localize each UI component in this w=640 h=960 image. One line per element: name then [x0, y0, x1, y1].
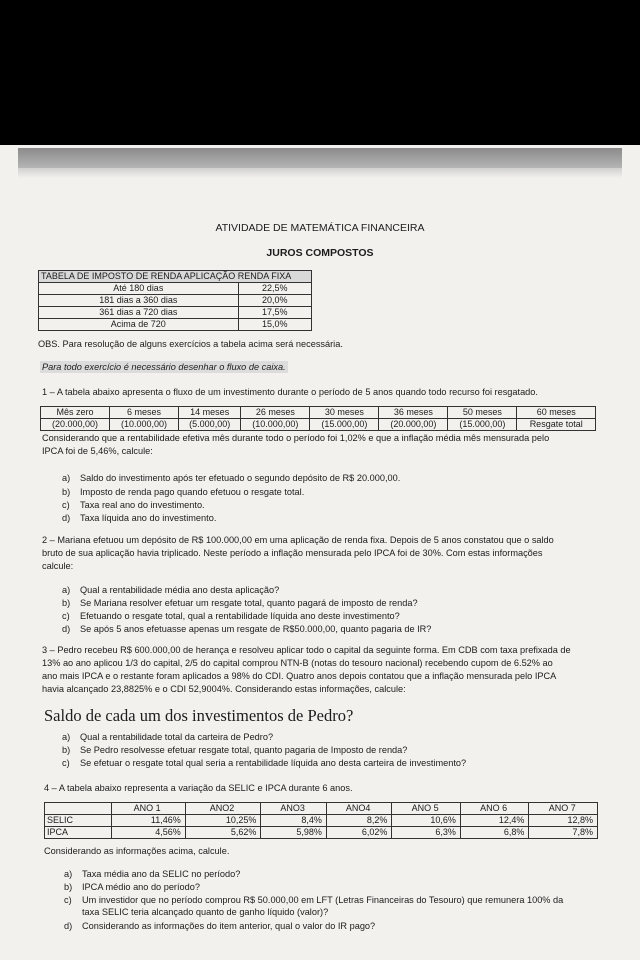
list-item: [64, 868, 240, 880]
list-item: [62, 610, 400, 622]
q1-intro: 1 – A tabela abaixo apresenta o fluxo de um investimento durante o período de 5 anos quando todo recurso foi resgatado.: [42, 387, 538, 397]
cash-flow-table: [40, 406, 596, 431]
selic-ipca-table: [44, 802, 598, 839]
list-item: [62, 584, 279, 596]
table-row: [39, 283, 312, 295]
table-header-cell: 30 meses: [310, 407, 379, 419]
item-text: Imposto de renda pago quando efetuou o resgate total.: [80, 487, 305, 497]
table-cell: 6,3%: [392, 827, 461, 839]
table-cell: SELIC: [45, 815, 112, 827]
table-cell: (10.000,00): [110, 419, 179, 431]
table-cell: (5.000,00): [179, 419, 241, 431]
q3-text-line: havia alcançado 23,8825% e o CDI 52,9004%. Considerando estas informações, calcule:: [42, 684, 406, 694]
table-cell: (15.000,00): [448, 419, 517, 431]
table-cell: 8,2%: [326, 815, 392, 827]
ir-period: Até 180 dias: [39, 283, 239, 295]
item-letter: c): [64, 895, 72, 905]
item-text: Se Pedro resolvesse efetuar resgate total, quanto pagaria de Imposto de renda?: [80, 745, 408, 755]
item-text: Taxa líquida ano do investimento.: [80, 513, 217, 523]
q3-text-line: 3 – Pedro recebeu R$ 600.000,00 de herança e resolveu aplicar todo o capital da seguinte forma. Em CDB com taxa prefixada de: [42, 645, 571, 655]
q2-text-line: 2 – Mariana efetuou um depósito de R$ 100.000,00 em uma aplicação de renda fixa. Depois de 5 anos constatou que o saldo: [42, 535, 554, 545]
item-letter: a): [64, 869, 73, 879]
ir-period: Acima de 720: [39, 319, 239, 331]
ir-rate: 22,5%: [238, 283, 311, 295]
ir-rate: 15,0%: [238, 319, 311, 331]
item-letter: c): [62, 611, 70, 621]
item-text: Qual a rentabilidade total da carteira de Pedro?: [80, 732, 274, 742]
item-text: Taxa média ano da SELIC no período?: [82, 869, 241, 879]
item-text: Se efetuar o resgate total qual seria a rentabilidade líquida ano desta carteira de investimento?: [80, 758, 467, 768]
item-letter: b): [64, 882, 73, 892]
item-letter: a): [62, 585, 71, 595]
table-cell: (20.000,00): [379, 419, 448, 431]
item-text: Efetuando o resgate total, qual a rentabilidade líquida ano deste investimento?: [80, 611, 400, 621]
q4-after: Considerando as informações acima, calcule.: [44, 846, 230, 856]
table-cell: Resgate total: [517, 419, 596, 431]
list-item: [62, 486, 304, 498]
table-header-cell: 14 meses: [179, 407, 241, 419]
list-item: [62, 499, 205, 511]
table-cell: (20.000,00): [41, 419, 110, 431]
table-row: [41, 407, 596, 419]
table-header-cell: 26 meses: [241, 407, 310, 419]
q4-intro: 4 – A tabela abaixo representa a variação da SELIC e IPCA durante 6 anos.: [44, 783, 353, 793]
q3-heading: Saldo de cada um dos investimentos de Pedro?: [44, 706, 354, 725]
table-cell: 10,25%: [185, 815, 261, 827]
q1-text-line: IPCA foi de 5,46%, calcule:: [42, 446, 153, 456]
item-letter: d): [64, 921, 73, 931]
ir-rate: 20,0%: [238, 295, 311, 307]
table-cell: 5,98%: [261, 827, 327, 839]
list-item: [62, 757, 466, 769]
item-letter: b): [62, 745, 71, 755]
table-cell: 6,02%: [326, 827, 392, 839]
table-row: [45, 815, 598, 827]
ir-table-header: TABELA DE IMPOSTO DE RENDA APLICAÇÃO RENDA FIXA: [39, 271, 312, 283]
table-row: [39, 295, 312, 307]
q1-text-line: Considerando que a rentabilidade efetiva mês durante todo o período foi 1,02% e que a inflação média mês mensurada pelo: [42, 433, 550, 443]
item-text: Saldo do investimento após ter efetuado o segundo depósito de R$ 20.000,00.: [80, 473, 401, 483]
q3-text-line: ano mais IPCA e o restante foram aplicados a 98% do CDI. Quatro anos depois contatou que a inflação mensurada pelo IPCA: [42, 671, 557, 681]
table-row: [39, 319, 312, 331]
item-text: Se após 5 anos efetuasse apenas um resgate de R$50.000,00, quanto pagaria de IR?: [80, 624, 432, 634]
list-item: [64, 906, 328, 918]
ir-period: 181 dias a 360 dias: [39, 295, 239, 307]
item-text: Se Mariana resolver efetuar um resgate total, quanto pagará de imposto de renda?: [80, 598, 418, 608]
table-cell: (15.000,00): [310, 419, 379, 431]
table-header-cell: ANO4: [326, 803, 392, 815]
table-header-cell: ANO3: [261, 803, 327, 815]
table-header-cell: ANO 6: [460, 803, 529, 815]
item-letter: b): [62, 487, 71, 497]
item-text: Considerando as informações do item anterior, qual o valor do IR pago?: [82, 921, 376, 931]
table-cell: 8,4%: [261, 815, 327, 827]
table-cell: 6,8%: [460, 827, 529, 839]
list-item: [64, 920, 375, 932]
ir-rate: 17,5%: [238, 307, 311, 319]
obs-note: OBS. Para resolução de alguns exercícios a tabela acima será necessária.: [38, 339, 343, 349]
item-letter: d): [62, 624, 71, 634]
list-item: [62, 472, 400, 484]
list-item: [62, 512, 216, 524]
q2-text-line: calcule:: [42, 561, 74, 571]
table-header-cell: [45, 803, 112, 815]
list-item: [62, 623, 431, 635]
q2-text-line: bruto de sua aplicação havia triplicado. Neste período a inflação mensurada pelo IPCA foi de 30%. Com estas informações: [42, 548, 543, 558]
item-text: taxa SELIC teria alcançado quanto de ganho líquido (valor)?: [82, 907, 329, 917]
table-cell: IPCA: [45, 827, 112, 839]
cash-flow-note: Para todo exercício é necessário desenhar o fluxo de caixa.: [42, 362, 286, 372]
table-cell: 10,6%: [392, 815, 461, 827]
list-item: [62, 731, 273, 743]
table-row: [39, 307, 312, 319]
document-title: ATIVIDADE DE MATEMÁTICA FINANCEIRA: [215, 222, 425, 234]
table-header-cell: ANO 5: [392, 803, 461, 815]
table-header-cell: ANO2: [185, 803, 261, 815]
item-text: Qual a rentabilidade média ano desta aplicação?: [80, 585, 280, 595]
item-letter: c): [62, 758, 70, 768]
table-cell: 12,8%: [529, 815, 598, 827]
item-letter: b): [62, 598, 71, 608]
item-letter: a): [62, 473, 71, 483]
table-header-cell: ANO 1: [111, 803, 185, 815]
list-item: [62, 597, 418, 609]
table-header-cell: 60 meses: [517, 407, 596, 419]
table-header-cell: 6 meses: [110, 407, 179, 419]
table-header-cell: ANO 7: [529, 803, 598, 815]
item-text: Um investidor que no período comprou R$ 50.000,00 em LFT (Letras Financeiras do Tesouro) que remunera 100% da: [82, 895, 564, 905]
table-header-cell: 50 meses: [448, 407, 517, 419]
q3-text-line: 13% ao ano aplicou 1/3 do capital, 2/5 do capital comprou NTN-B (notas do tesouro nacional) recebendo cupom de 6.52% ao: [42, 658, 553, 668]
item-letter: d): [62, 513, 71, 523]
table-cell: 5,62%: [185, 827, 261, 839]
scan-edge-shadow: [18, 168, 622, 178]
list-item: [62, 744, 407, 756]
table-header-cell: 36 meses: [379, 407, 448, 419]
table-row: [45, 803, 598, 815]
table-cell: (10.000,00): [241, 419, 310, 431]
document-subtitle: JUROS COMPOSTOS: [266, 247, 374, 259]
table-cell: 7,8%: [529, 827, 598, 839]
item-text: Taxa real ano do investimento.: [80, 500, 205, 510]
table-cell: 11,46%: [111, 815, 185, 827]
list-item: [64, 881, 200, 893]
ir-period: 361 dias a 720 dias: [39, 307, 239, 319]
list-item: [64, 894, 563, 906]
table-header-cell: Mês zero: [41, 407, 110, 419]
item-letter: c): [62, 500, 70, 510]
item-letter: a): [62, 732, 71, 742]
table-row: [45, 827, 598, 839]
item-text: IPCA médio ano do período?: [82, 882, 200, 892]
table-cell: 12,4%: [460, 815, 529, 827]
table-cell: 4,56%: [111, 827, 185, 839]
scan-edge-bar: [18, 148, 622, 170]
table-row: [41, 419, 596, 431]
ir-table: [38, 270, 312, 331]
